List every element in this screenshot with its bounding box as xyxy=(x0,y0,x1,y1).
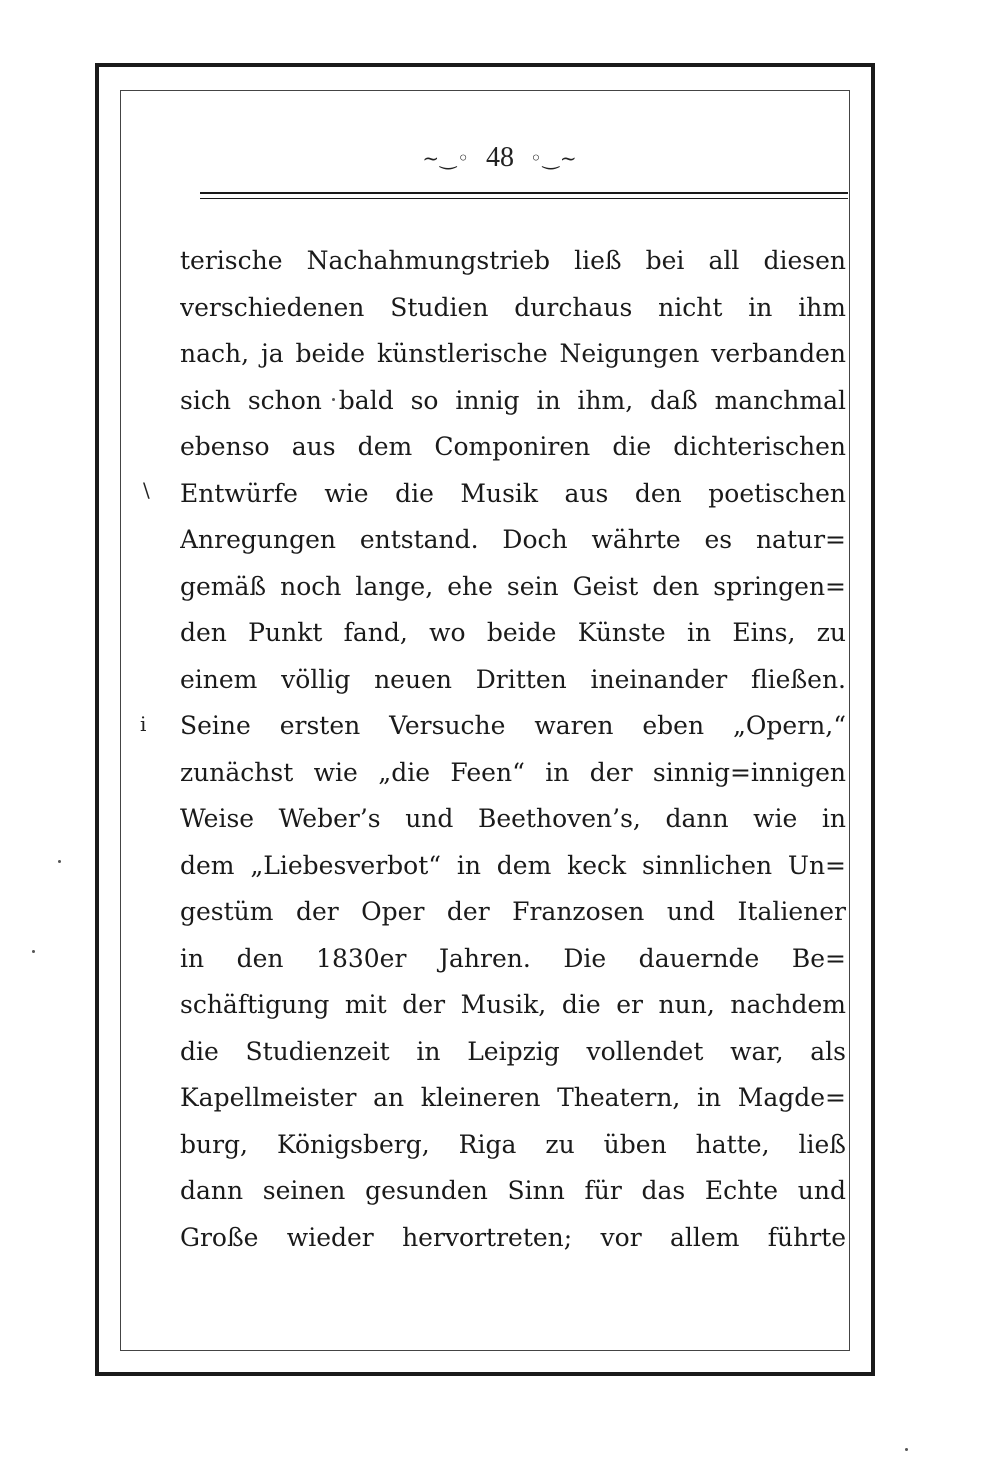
margin-mark-2: ⅰ xyxy=(140,712,147,736)
text-line: dem „Liebesverbot“ in dem keck sinnlichen Un= xyxy=(180,850,846,880)
right-ornament-icon: ◦‿~ xyxy=(530,146,578,170)
left-ornament-icon: ~‿◦ xyxy=(422,146,470,170)
text-line: ebenso aus dem Componiren die dichterischen xyxy=(180,432,846,461)
text-line: Weise Weber’s und Beethoven’s, dann wie in xyxy=(180,804,846,833)
text-line: burg, Königsberg, Riga zu üben hatte, ließ xyxy=(180,1129,846,1159)
page-header xyxy=(150,138,850,178)
header-rule-thick xyxy=(200,192,848,194)
text-line: terische Nachahmungstrieb ließ bei all diesen xyxy=(180,246,846,275)
text-line: den Punkt fand, wo beide Künste in Eins, zu xyxy=(180,618,846,647)
scan-speck xyxy=(32,950,35,953)
text-line: Entwürfe wie die Musik aus den poetischen xyxy=(180,478,846,508)
text-line: die Studienzeit in Leipzig vollendet war, als xyxy=(180,1036,846,1066)
header-rule-thin xyxy=(200,198,848,199)
body-text xyxy=(180,238,846,1261)
text-line: verschiedenen Studien durchaus nicht in ihm xyxy=(180,292,846,322)
margin-mark-1: \ xyxy=(143,478,150,502)
text-line: gemäß noch lange, ehe sein Geist den springen= xyxy=(180,571,846,601)
scan-speck xyxy=(58,860,61,863)
text-line: zunächst wie „die Feen“ in der sinnig=innigen xyxy=(180,757,846,787)
text-line: in den 1830er Jahren. Die dauernde Be= xyxy=(180,943,846,973)
scan-speck xyxy=(905,1448,908,1451)
text-line: gestüm der Oper der Franzosen und Italiener xyxy=(180,897,846,926)
text-line: Kapellmeister an kleineren Theatern, in Magde= xyxy=(180,1083,846,1112)
text-line: Seine ersten Versuche waren eben „Opern,“ xyxy=(180,711,846,740)
text-line: schäftigung mit der Musik, die er nun, nachdem xyxy=(180,990,846,1019)
text-line: Anregungen entstand. Doch währte es natur= xyxy=(180,525,846,554)
text-line: sich schon bald so innig in ihm, daß manchmal xyxy=(180,385,846,415)
text-line: einem völlig neuen Dritten ineinander fließen. xyxy=(180,664,846,694)
page-number: 48 xyxy=(486,142,514,173)
text-line: nach, ja beide künstlerische Neigungen verbanden xyxy=(180,339,846,368)
text-line: dann seinen gesunden Sinn für das Echte und xyxy=(180,1176,846,1205)
text-line: Große wieder hervortreten; vor allem führte xyxy=(180,1222,846,1252)
